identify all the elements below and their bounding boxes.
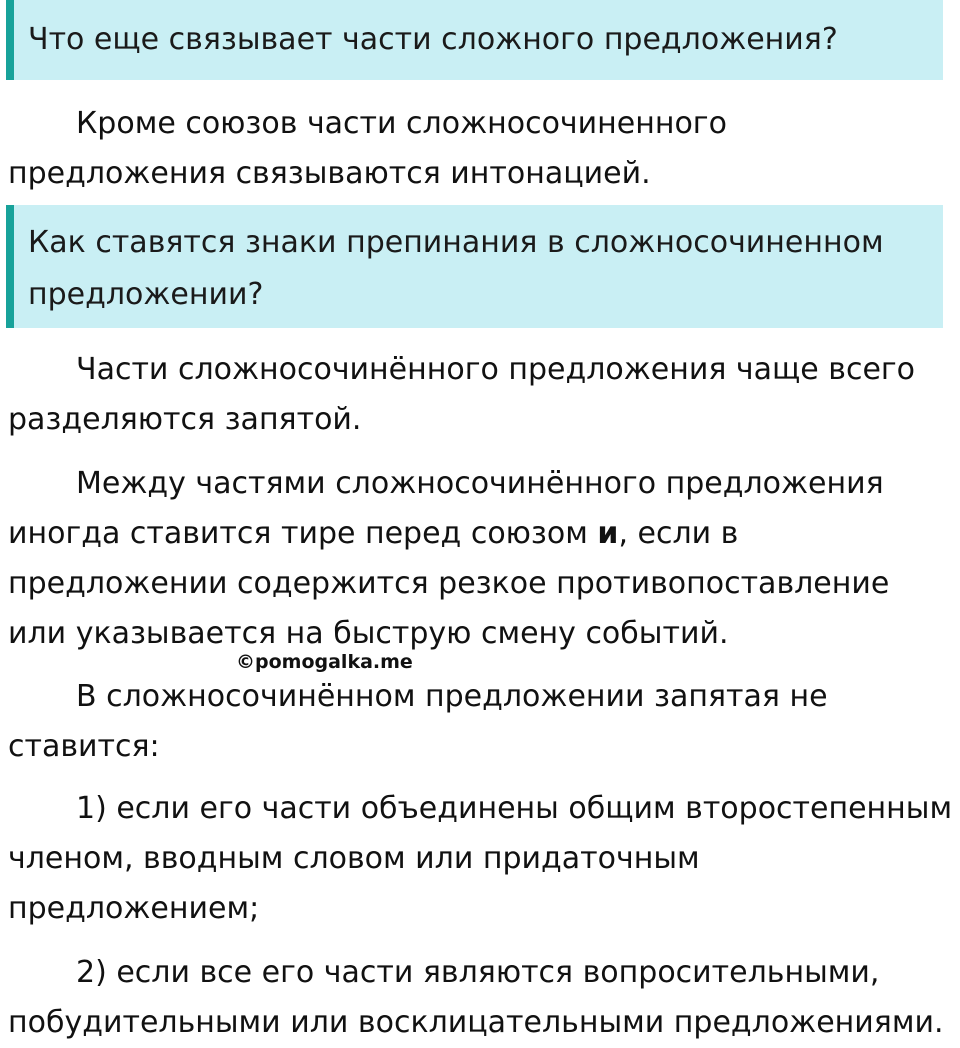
question-heading-1 — [6, 0, 943, 80]
paragraph-3-text-start: Между частями сложносочинённого предложения иногда ставится тире перед союзом — [8, 466, 884, 551]
rule-item-2: 2) если все его части являются вопросительными, побудительными или восклицательными предложениями. — [8, 955, 944, 1040]
answer-paragraph-4: В сложносочинённом предложении запятая не ставится: — [8, 679, 828, 764]
question-heading-2 — [6, 205, 943, 328]
rule-item-1: 1) если его части объединены общим второстепенным членом, вводным словом или придаточным предложением; — [8, 791, 953, 926]
watermark-text: ©pomogalka.me — [236, 651, 413, 673]
conjunction-bold: и — [597, 516, 619, 551]
answer-paragraph-1: Кроме союзов части сложносочиненного предложения связываются интонацией. — [8, 106, 727, 191]
question-text-2: Как ставятся знаки препинания в сложносочиненном предложении? — [28, 225, 884, 312]
answer-paragraph-3 — [8, 459, 953, 659]
question-text-1: Что еще связывает части сложного предложения? — [28, 22, 838, 57]
paragraph-3-text-end: , если в предложении содержится резкое противопоставление или указывается на быструю смену событий. — [8, 516, 890, 651]
answer-paragraph-2: Части сложносочинённого предложения чаще всего разделяются запятой. — [8, 352, 916, 437]
